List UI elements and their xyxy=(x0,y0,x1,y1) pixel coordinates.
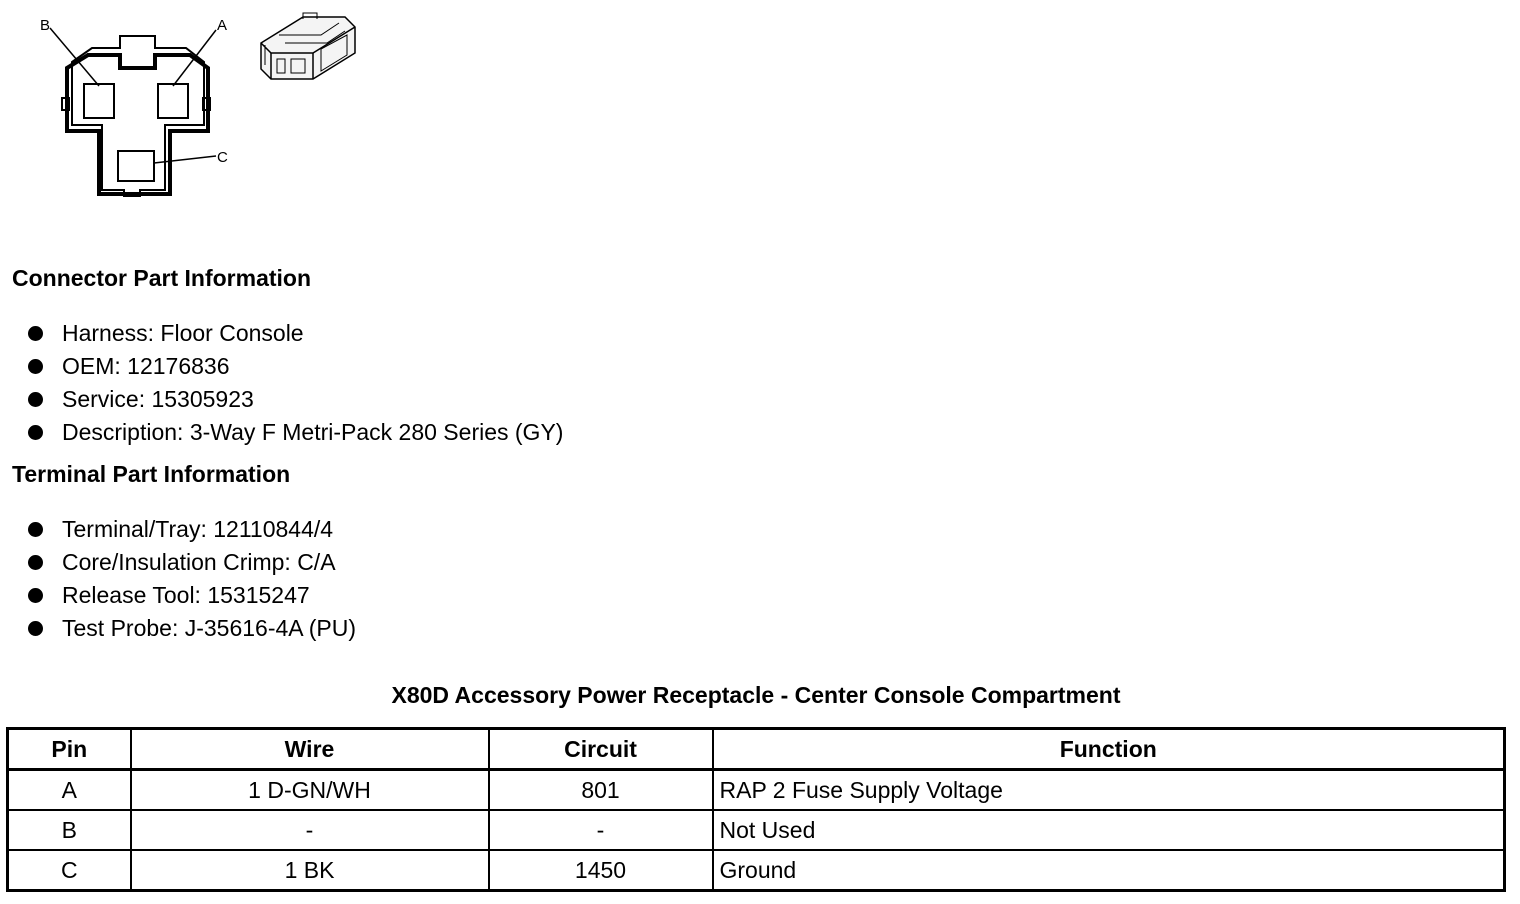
pin-label-a: A xyxy=(217,17,228,34)
terminal-part-info-heading: Terminal Part Information xyxy=(12,461,291,487)
cavity-b xyxy=(84,84,114,118)
cell-wire: - xyxy=(131,810,489,850)
bullet-icon xyxy=(28,326,43,341)
cell-pin: B xyxy=(8,810,131,850)
table-header-row xyxy=(8,729,1505,770)
table-row xyxy=(8,770,1505,811)
cell-wire: 1 D-GN/WH xyxy=(131,770,489,811)
list-item: Core/Insulation Crimp: C/A xyxy=(28,546,356,579)
cell-circuit: - xyxy=(489,810,713,850)
list-item: Harness: Floor Console xyxy=(28,317,563,350)
bullet-icon xyxy=(28,621,43,636)
bullet-icon xyxy=(28,392,43,407)
cell-circuit: 801 xyxy=(489,770,713,811)
bullet-icon xyxy=(28,555,43,570)
list-item: OEM: 12176836 xyxy=(28,350,563,383)
connector-diagram xyxy=(0,0,380,210)
header-circuit: Circuit xyxy=(489,729,713,770)
connector-part-info-list xyxy=(28,317,563,449)
table-row xyxy=(8,850,1505,891)
cavity-a xyxy=(158,84,188,118)
pin-table xyxy=(6,727,1506,892)
list-item: Test Probe: J-35616-4A (PU) xyxy=(28,612,356,645)
list-item: Release Tool: 15315247 xyxy=(28,579,356,612)
cell-pin: A xyxy=(8,770,131,811)
cavity-c xyxy=(118,151,154,181)
pin-label-b: B xyxy=(40,17,51,34)
header-pin: Pin xyxy=(8,729,131,770)
header-function: Function xyxy=(713,729,1505,770)
connector-part-info-heading: Connector Part Information xyxy=(12,265,312,291)
table-row xyxy=(8,810,1505,850)
header-wire: Wire xyxy=(131,729,489,770)
terminal-part-info-list xyxy=(28,513,356,645)
bullet-icon xyxy=(28,522,43,537)
bullet-icon xyxy=(28,359,43,374)
list-item: Service: 15305923 xyxy=(28,383,563,416)
pin-table-title: X80D Accessory Power Receptacle - Center Console Compartment xyxy=(391,682,1121,708)
cell-function: Ground xyxy=(713,850,1505,891)
list-item: Description: 3-Way F Metri-Pack 280 Series (GY) xyxy=(28,416,563,449)
list-item: Terminal/Tray: 12110844/4 xyxy=(28,513,356,546)
cell-function: Not Used xyxy=(713,810,1505,850)
pin-label-c: C xyxy=(217,149,228,166)
cell-wire: 1 BK xyxy=(131,850,489,891)
cell-function: RAP 2 Fuse Supply Voltage xyxy=(713,770,1505,811)
cell-circuit: 1450 xyxy=(489,850,713,891)
connector-isometric-icon xyxy=(255,5,365,95)
bullet-icon xyxy=(28,425,43,440)
cell-pin: C xyxy=(8,850,131,891)
bullet-icon xyxy=(28,588,43,603)
